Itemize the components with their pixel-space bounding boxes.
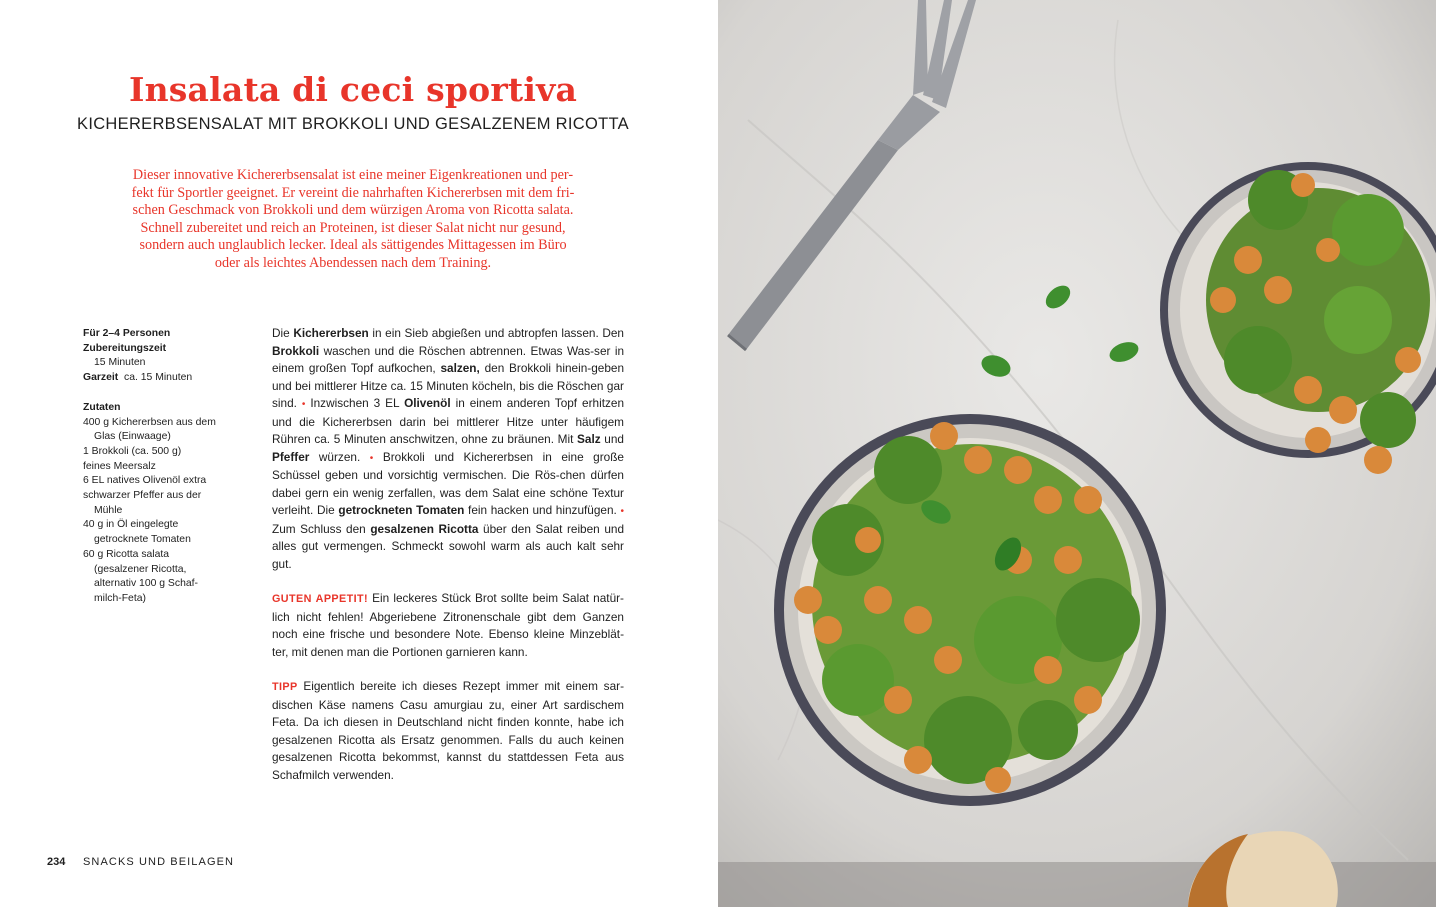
- ingredient-line: feines Meersalz: [83, 460, 156, 472]
- servings: Für 2–4 Personen: [83, 328, 171, 339]
- cook-time: [83, 371, 243, 386]
- ingredients-list: [83, 416, 243, 607]
- food-photo-illustration: [718, 0, 1436, 907]
- tip-text: Eigentlich bereite ich dieses Rezept immer mit einem sar-dischen Käse namens Casu amurgiau zu, einer Art sardischem Feta. Da ich diesen in Deutschland nicht finden konnte, habe ich gesalzenen Ricotta als Ersatz genommen. Falls du auch keinen gesalzenen Ricotta bekommst, kannst du stattdessen Feta aus Schafmilch verwenden.: [272, 679, 624, 782]
- intro-line: oder als leichtes Abendessen nach dem Training.: [214, 254, 492, 271]
- cook-time-value: ca. 15 Minuten: [124, 372, 193, 384]
- intro-line: sondern auch unglaublich lecker. Ideal als sättigendes Mittagessen im Büro: [139, 237, 567, 254]
- ingredient-item: [83, 460, 243, 475]
- recipe-photo: [718, 0, 1436, 907]
- ingredient-ref: Salz: [577, 432, 601, 446]
- tip-note: [272, 678, 624, 784]
- ingredient-line: milch-Feta): [94, 592, 146, 604]
- ingredient-ref: Brokkoli: [272, 343, 320, 358]
- ingredient-line: 60 g Ricotta salata: [83, 548, 170, 560]
- tip-label: TIPP: [272, 681, 298, 693]
- appetit-text: Ein leckeres Stück Brot sollte beim Salat natür-lich nicht fehlen! Abgeriebene Zitronenschale gibt dem Ganzen noch eine frische und besondere Note. Ebenso kleine Minzeblät-ter, mit denen man die Portionen garnieren kann.: [272, 591, 624, 659]
- prep-time-value: 15 Minuten: [94, 357, 146, 369]
- ingredient-line: (gesalzener Ricotta,: [94, 563, 187, 575]
- ingredient-ref: salzen,: [440, 361, 480, 375]
- prep-time-label: Zubereitungszeit: [83, 342, 167, 354]
- ingredient-ref: Kichererbsen: [293, 326, 369, 340]
- text: fein hacken und hinzufügen.: [464, 503, 617, 517]
- intro-line: fekt für Sportler geeignet. Er vereint die nahrhaften Kichererbsen mit dem fri-: [131, 184, 575, 201]
- ingredient-line: 6 EL natives Olivenöl extra: [83, 475, 207, 487]
- method-text: [272, 325, 624, 801]
- ingredient-item: [83, 518, 243, 547]
- spacer: [83, 386, 243, 401]
- ingredient-ref: getrockneten Tomaten: [338, 503, 465, 517]
- ingredient-line: Glas (Einwaage): [94, 431, 171, 443]
- text: den Brokkoli hinein-geben und bei mittlerer Hitze ca. 15 Minuten köcheln, bis die Röschen gar sind.: [272, 361, 625, 410]
- appetit-label: GUTEN APPETIT!: [272, 593, 369, 605]
- text: über den Salat reiben und alles gut vermengen. Schmeckt sowohl warm als auch kalt sehr gut.: [272, 521, 624, 571]
- text: Brokkoli und Kichererbsen in eine große Schüssel geben und vorsichtig vermischen. Die Rös-chen dürfen dabei gern ein wenig zerfallen, was dem Salat eine schöne Textur verleiht. Die: [272, 449, 624, 517]
- ingredient-line: Mühle: [94, 504, 123, 516]
- ingredient-line: 40 g in Öl eingelegte: [83, 519, 179, 531]
- text: waschen und die Röschen abtrennen. Etwas Was-ser in einem großen Topf aufkochen,: [272, 343, 624, 375]
- intro-line: Schnell zubereitet und reich an Proteinen, ist dieser Salat nicht nur gesund,: [140, 219, 566, 236]
- intro-line: Dieser innovative Kichererbsensalat ist eine meiner Eigenkreationen und per-: [132, 167, 574, 183]
- recipe-subtitle: KICHERERBSENSALAT MIT BROKKOLI UND GESALZENEM RICOTTA: [77, 115, 629, 133]
- ingredient-line: 400 g Kichererbsen aus dem: [83, 416, 216, 428]
- ingredient-line: 1 Brokkoli (ca. 500 g): [83, 445, 182, 457]
- text: Zum Schluss den: [272, 521, 371, 536]
- text: Die: [272, 326, 294, 340]
- recipe-intro: [120, 167, 586, 273]
- section-name: SNACKS UND BEILAGEN: [83, 856, 235, 868]
- step-bullet-icon: •: [301, 399, 306, 410]
- step-bullet-icon: •: [369, 452, 374, 464]
- ingredient-ref: Olivenöl: [404, 396, 451, 410]
- ingredient-line: alternativ 100 g Schaf-: [94, 578, 198, 590]
- method-steps: [272, 325, 624, 573]
- cook-time-label: Garzeit: [83, 372, 119, 384]
- text: Inzwischen 3 EL: [305, 396, 405, 410]
- step-bullet-icon: •: [620, 506, 624, 517]
- ingredient-item: [83, 474, 243, 489]
- ingredient-ref: Pfeffer: [272, 449, 310, 464]
- ingredient-item: [83, 416, 243, 445]
- text: in ein Sieb abgießen und abtropfen lassen. Den: [368, 326, 624, 340]
- intro-line: schen Geschmack von Brokkoli und dem würzigen Aroma von Ricotta salata.: [132, 202, 574, 219]
- ingredient-item: [83, 489, 243, 518]
- recipe-title: Insalata di ceci sportiva: [128, 70, 578, 109]
- page-number: 234: [47, 856, 66, 868]
- ingredients-label: Zutaten: [83, 401, 121, 413]
- appetit-note: [272, 590, 624, 661]
- ingredient-line: schwarzer Pfeffer aus der: [83, 490, 202, 502]
- text: würzen.: [309, 449, 361, 464]
- left-page: [0, 0, 718, 907]
- ingredient-item: [83, 445, 243, 460]
- ingredient-line: getrocknete Tomaten: [94, 534, 191, 546]
- text: in einem anderen Topf erhitzen und die Kichererbsen darin bei mittlerer Hitze unter häufigem Rühren ca. 5 Minuten anschwitzen, ohne zu bräunen. Mit: [272, 396, 624, 446]
- text: und: [600, 432, 624, 446]
- ingredient-item: [83, 548, 243, 607]
- recipe-sidebar: [83, 327, 243, 607]
- ingredient-ref: gesalzenen Ricotta: [370, 521, 479, 536]
